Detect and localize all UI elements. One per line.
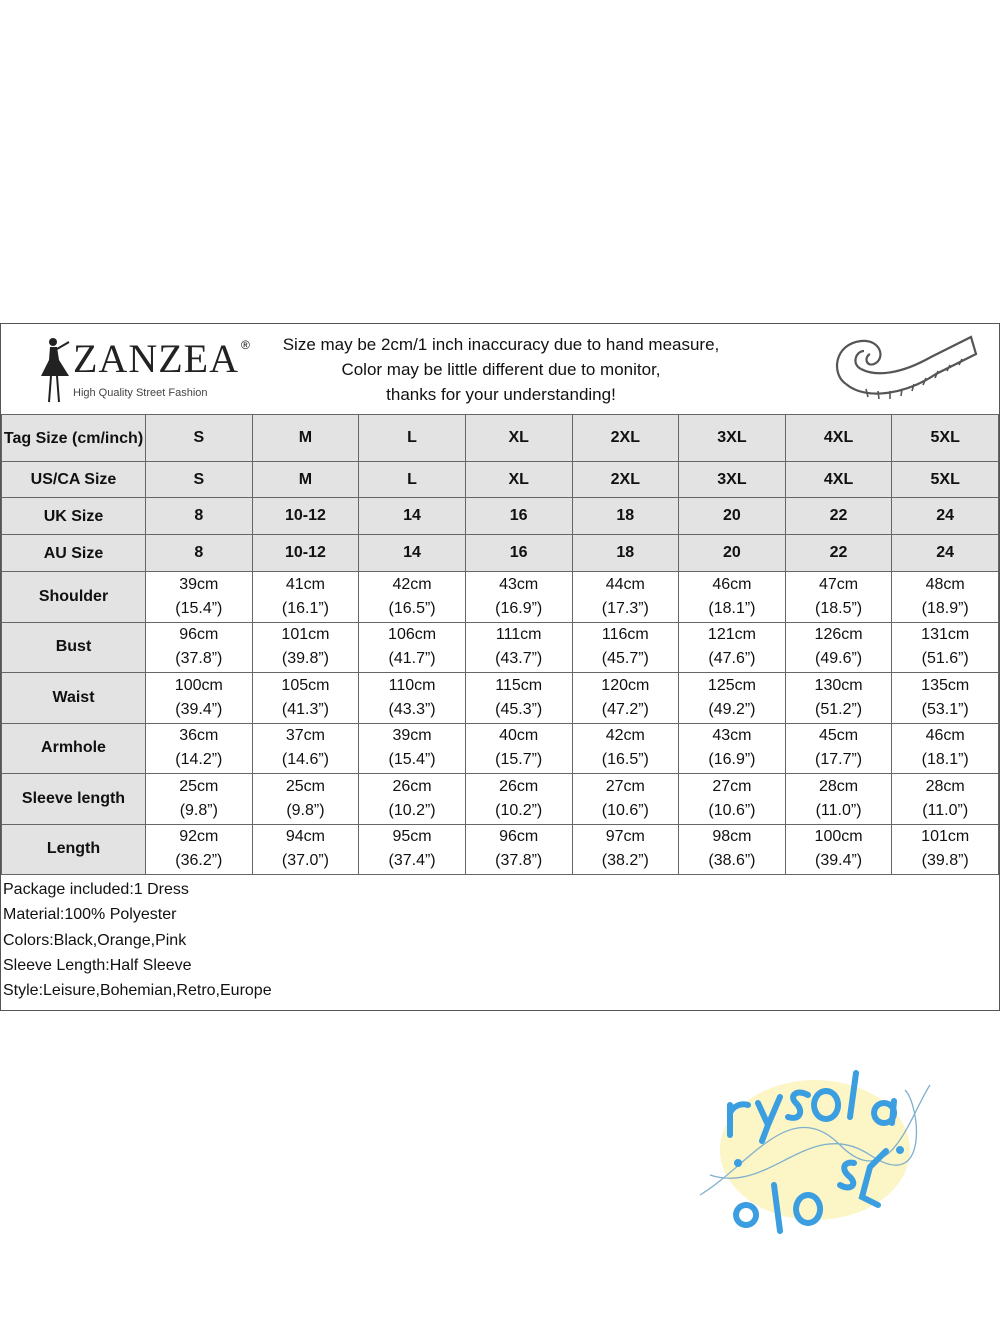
cm-value: 125cm xyxy=(707,676,756,694)
cm-value: 105cm xyxy=(281,676,330,694)
cm-value: 95cm xyxy=(392,828,432,846)
inch-value: (43.3”) xyxy=(388,700,436,718)
cm-value: 97cm xyxy=(605,828,645,846)
size-cell: XL xyxy=(465,462,572,498)
inch-value: (16.9”) xyxy=(495,599,543,617)
note-sleeve-length: Sleeve Length:Half Sleeve xyxy=(3,956,192,974)
row-label: Tag Size (cm/inch) xyxy=(2,415,146,462)
measurement-cell xyxy=(465,673,572,724)
note-package: Package included:1 Dress xyxy=(3,881,189,898)
size-cell: 16 xyxy=(465,498,572,535)
inch-value: (41.7”) xyxy=(388,650,436,668)
inch-value: (49.6”) xyxy=(815,650,863,668)
cm-value: 40cm xyxy=(499,727,539,745)
size-row xyxy=(2,535,999,572)
size-cell: 20 xyxy=(679,535,786,572)
inch-value: (9.8”) xyxy=(286,801,325,819)
size-cell: 14 xyxy=(359,498,466,535)
cm-value: 120cm xyxy=(601,676,650,694)
row-label: Bust xyxy=(2,622,146,673)
cm-value: 43cm xyxy=(499,575,539,593)
measurement-cell xyxy=(679,824,786,875)
cm-value: 115cm xyxy=(495,676,543,694)
cm-value: 100cm xyxy=(174,676,223,694)
row-label: US/CA Size xyxy=(2,462,146,498)
measurement-cell xyxy=(146,774,253,825)
measurement-cell xyxy=(572,774,679,825)
measurement-cell xyxy=(679,673,786,724)
size-cell: XL xyxy=(465,415,572,462)
inch-value: (10.2”) xyxy=(388,801,436,819)
brand-tagline: High Quality Street Fashion xyxy=(73,387,208,399)
cm-value: 98cm xyxy=(712,828,752,846)
size-cell: 8 xyxy=(146,498,253,535)
measurement-cell xyxy=(359,824,466,875)
cm-value: 26cm xyxy=(499,777,539,795)
measurement-row xyxy=(2,824,999,875)
measurement-cell xyxy=(359,622,466,673)
row-label: Shoulder xyxy=(2,572,146,623)
notice-line: Size may be 2cm/1 inch inaccuracy due to hand measure, xyxy=(282,335,720,354)
inch-value: (10.2”) xyxy=(495,801,543,819)
size-cell: 16 xyxy=(465,535,572,572)
notice-line: thanks for your understanding! xyxy=(386,385,616,404)
cm-value: 92cm xyxy=(179,828,219,846)
product-notes xyxy=(3,877,272,1003)
size-cell: 14 xyxy=(359,535,466,572)
size-cell: 22 xyxy=(785,498,892,535)
measurement-cell xyxy=(359,673,466,724)
cm-value: 106cm xyxy=(388,626,437,644)
cm-value: 44cm xyxy=(605,575,645,593)
inch-value: (45.7”) xyxy=(601,650,649,668)
size-cell: S xyxy=(146,462,253,498)
cm-value: 126cm xyxy=(814,626,863,644)
cm-value: 96cm xyxy=(499,828,539,846)
measurement-cell xyxy=(785,572,892,623)
row-label: Sleeve length xyxy=(2,774,146,825)
cm-value: 37cm xyxy=(285,727,325,745)
inch-value: (45.3”) xyxy=(495,700,543,718)
cm-value: 121cm xyxy=(707,626,756,644)
inch-value: (36.2”) xyxy=(175,852,223,870)
inch-value: (39.8”) xyxy=(921,852,969,870)
size-cell: 4XL xyxy=(785,462,892,498)
row-label: Armhole xyxy=(2,723,146,774)
cm-value: 47cm xyxy=(819,575,859,593)
size-table xyxy=(1,414,999,875)
size-cell: 3XL xyxy=(679,462,786,498)
row-label: Waist xyxy=(2,673,146,724)
inch-value: (11.0”) xyxy=(922,801,969,819)
measurement-cell xyxy=(465,723,572,774)
inch-value: (43.7”) xyxy=(495,650,543,668)
inch-value: (39.4”) xyxy=(815,852,863,870)
inch-value: (10.6”) xyxy=(601,801,649,819)
measurement-cell xyxy=(359,723,466,774)
cm-value: 27cm xyxy=(712,777,752,795)
size-cell: 10-12 xyxy=(252,535,359,572)
size-cell: 4XL xyxy=(785,415,892,462)
brand-name: ZANZEA xyxy=(73,336,239,381)
inch-value: (15.4”) xyxy=(388,751,436,769)
size-cell: 18 xyxy=(572,498,679,535)
size-row xyxy=(2,415,999,462)
measurement-cell xyxy=(892,774,999,825)
measurement-cell xyxy=(679,774,786,825)
size-cell: 24 xyxy=(892,535,999,572)
cm-value: 41cm xyxy=(285,575,325,593)
cm-value: 116cm xyxy=(601,626,649,644)
cm-value: 45cm xyxy=(819,727,859,745)
inch-value: (17.7”) xyxy=(815,751,863,769)
measurement-cell xyxy=(465,774,572,825)
chart-header xyxy=(1,324,999,416)
inch-value: (37.8”) xyxy=(495,852,543,870)
inch-value: (38.6”) xyxy=(708,852,756,870)
measurement-row xyxy=(2,774,999,825)
inch-value: (39.4”) xyxy=(175,700,223,718)
inch-value: (37.8”) xyxy=(175,650,223,668)
size-cell: S xyxy=(146,415,253,462)
inch-value: (16.9”) xyxy=(708,751,756,769)
size-cell: 5XL xyxy=(892,462,999,498)
brand-logo xyxy=(39,336,254,408)
cm-value: 131cm xyxy=(921,626,970,644)
row-label: UK Size xyxy=(2,498,146,535)
inch-value: (17.3”) xyxy=(601,599,649,617)
measurement-cell xyxy=(785,622,892,673)
measuring-tape-icon xyxy=(826,329,981,411)
size-cell: L xyxy=(359,415,466,462)
measurement-cell xyxy=(465,572,572,623)
cm-value: 39cm xyxy=(392,727,432,745)
watermark-logo xyxy=(690,1055,940,1245)
inch-value: (41.3”) xyxy=(281,700,329,718)
measurement-cell xyxy=(679,723,786,774)
cm-value: 96cm xyxy=(179,626,219,644)
inch-value: (14.6”) xyxy=(281,751,329,769)
notice-line: Color may be little different due to monitor, xyxy=(341,360,661,379)
cm-value: 42cm xyxy=(392,575,432,593)
size-cell: 10-12 xyxy=(252,498,359,535)
measurement-cell xyxy=(252,673,359,724)
cm-value: 101cm xyxy=(281,626,330,644)
cm-value: 28cm xyxy=(925,777,965,795)
size-cell: 3XL xyxy=(679,415,786,462)
measurement-cell xyxy=(146,673,253,724)
measurement-cell xyxy=(679,572,786,623)
cm-value: 25cm xyxy=(285,777,325,795)
cm-value: 27cm xyxy=(605,777,645,795)
inch-value: (10.6”) xyxy=(708,801,756,819)
measurement-cell xyxy=(785,774,892,825)
inch-value: (16.5”) xyxy=(388,599,436,617)
cm-value: 100cm xyxy=(814,828,863,846)
measurement-cell xyxy=(572,673,679,724)
note-colors: Colors:Black,Orange,Pink xyxy=(3,931,187,949)
measurement-cell xyxy=(465,824,572,875)
measurement-cell xyxy=(679,622,786,673)
inch-value: (9.8”) xyxy=(179,801,218,819)
brand-row xyxy=(73,336,250,382)
inch-value: (18.1”) xyxy=(708,599,756,617)
inch-value: (47.2”) xyxy=(601,700,649,718)
measurement-row xyxy=(2,572,999,623)
registered-mark: ® xyxy=(240,338,250,352)
inch-value: (14.2”) xyxy=(175,751,223,769)
measurement-cell xyxy=(785,673,892,724)
measurement-row xyxy=(2,622,999,673)
cm-value: 46cm xyxy=(925,727,965,745)
measurement-cell xyxy=(359,774,466,825)
measurement-cell xyxy=(252,774,359,825)
inch-value: (47.6”) xyxy=(708,650,756,668)
cm-value: 43cm xyxy=(712,727,752,745)
note-style: Style:Leisure,Bohemian,Retro,Europe xyxy=(3,982,272,1000)
cm-value: 36cm xyxy=(179,727,219,745)
size-cell: 18 xyxy=(572,535,679,572)
cm-value: 101cm xyxy=(921,828,970,846)
cm-value: 28cm xyxy=(819,777,859,795)
cm-value: 48cm xyxy=(925,575,965,593)
size-cell: 20 xyxy=(679,498,786,535)
inch-value: (18.5”) xyxy=(815,599,863,617)
size-cell: 2XL xyxy=(572,415,679,462)
cm-value: 25cm xyxy=(179,777,219,795)
measurement-cell xyxy=(465,622,572,673)
measurement-cell xyxy=(892,824,999,875)
inch-value: (16.1”) xyxy=(281,599,329,617)
measurement-cell xyxy=(785,723,892,774)
size-cell: M xyxy=(252,462,359,498)
measurement-cell xyxy=(146,622,253,673)
inch-value: (53.1”) xyxy=(921,700,969,718)
cm-value: 130cm xyxy=(814,676,863,694)
measurement-cell xyxy=(572,622,679,673)
inch-value: (39.8”) xyxy=(281,650,329,668)
measurement-cell xyxy=(785,824,892,875)
inch-value: (18.1”) xyxy=(921,751,969,769)
inch-value: (49.2”) xyxy=(708,700,756,718)
measurement-cell xyxy=(252,723,359,774)
inch-value: (15.4”) xyxy=(175,599,223,617)
cm-value: 39cm xyxy=(179,575,219,593)
note-material: Material:100% Polyester xyxy=(3,906,177,924)
inch-value: (37.4”) xyxy=(388,852,436,870)
size-cell: L xyxy=(359,462,466,498)
size-cell: 24 xyxy=(892,498,999,535)
inch-value: (37.0”) xyxy=(281,852,329,870)
measurement-row xyxy=(2,723,999,774)
size-cell: 8 xyxy=(146,535,253,572)
inch-value: (51.6”) xyxy=(921,650,969,668)
measurement-cell xyxy=(892,723,999,774)
size-cell: 22 xyxy=(785,535,892,572)
measurement-cell xyxy=(359,572,466,623)
fashion-figure-icon xyxy=(39,336,73,406)
cm-value: 46cm xyxy=(712,575,752,593)
size-cell: 2XL xyxy=(572,462,679,498)
row-label: AU Size xyxy=(2,535,146,572)
inch-value: (16.5”) xyxy=(601,751,649,769)
measurement-cell xyxy=(572,824,679,875)
measurement-row xyxy=(2,673,999,724)
measurement-cell xyxy=(892,673,999,724)
inch-value: (11.0”) xyxy=(815,801,862,819)
cm-value: 26cm xyxy=(392,777,432,795)
size-cell: 5XL xyxy=(892,415,999,462)
cm-value: 42cm xyxy=(605,727,645,745)
cm-value: 135cm xyxy=(921,676,970,694)
measurement-cell xyxy=(252,622,359,673)
measurement-cell xyxy=(252,572,359,623)
size-chart xyxy=(0,323,1000,1011)
measurement-cell xyxy=(572,723,679,774)
row-label: Length xyxy=(2,824,146,875)
cm-value: 94cm xyxy=(285,828,325,846)
cm-value: 111cm xyxy=(495,626,542,644)
size-cell: M xyxy=(252,415,359,462)
cm-value: 110cm xyxy=(388,676,436,694)
size-row xyxy=(2,462,999,498)
inch-value: (18.9”) xyxy=(921,599,969,617)
inch-value: (51.2”) xyxy=(815,700,863,718)
inch-value: (38.2”) xyxy=(601,852,649,870)
inch-value: (15.7”) xyxy=(495,751,543,769)
measurement-cell xyxy=(892,622,999,673)
measurement-cell xyxy=(146,723,253,774)
measurement-cell xyxy=(146,572,253,623)
measurement-cell xyxy=(146,824,253,875)
measurement-notice xyxy=(261,332,741,407)
measurement-cell xyxy=(572,572,679,623)
measurement-cell xyxy=(892,572,999,623)
size-row xyxy=(2,498,999,535)
measurement-cell xyxy=(252,824,359,875)
